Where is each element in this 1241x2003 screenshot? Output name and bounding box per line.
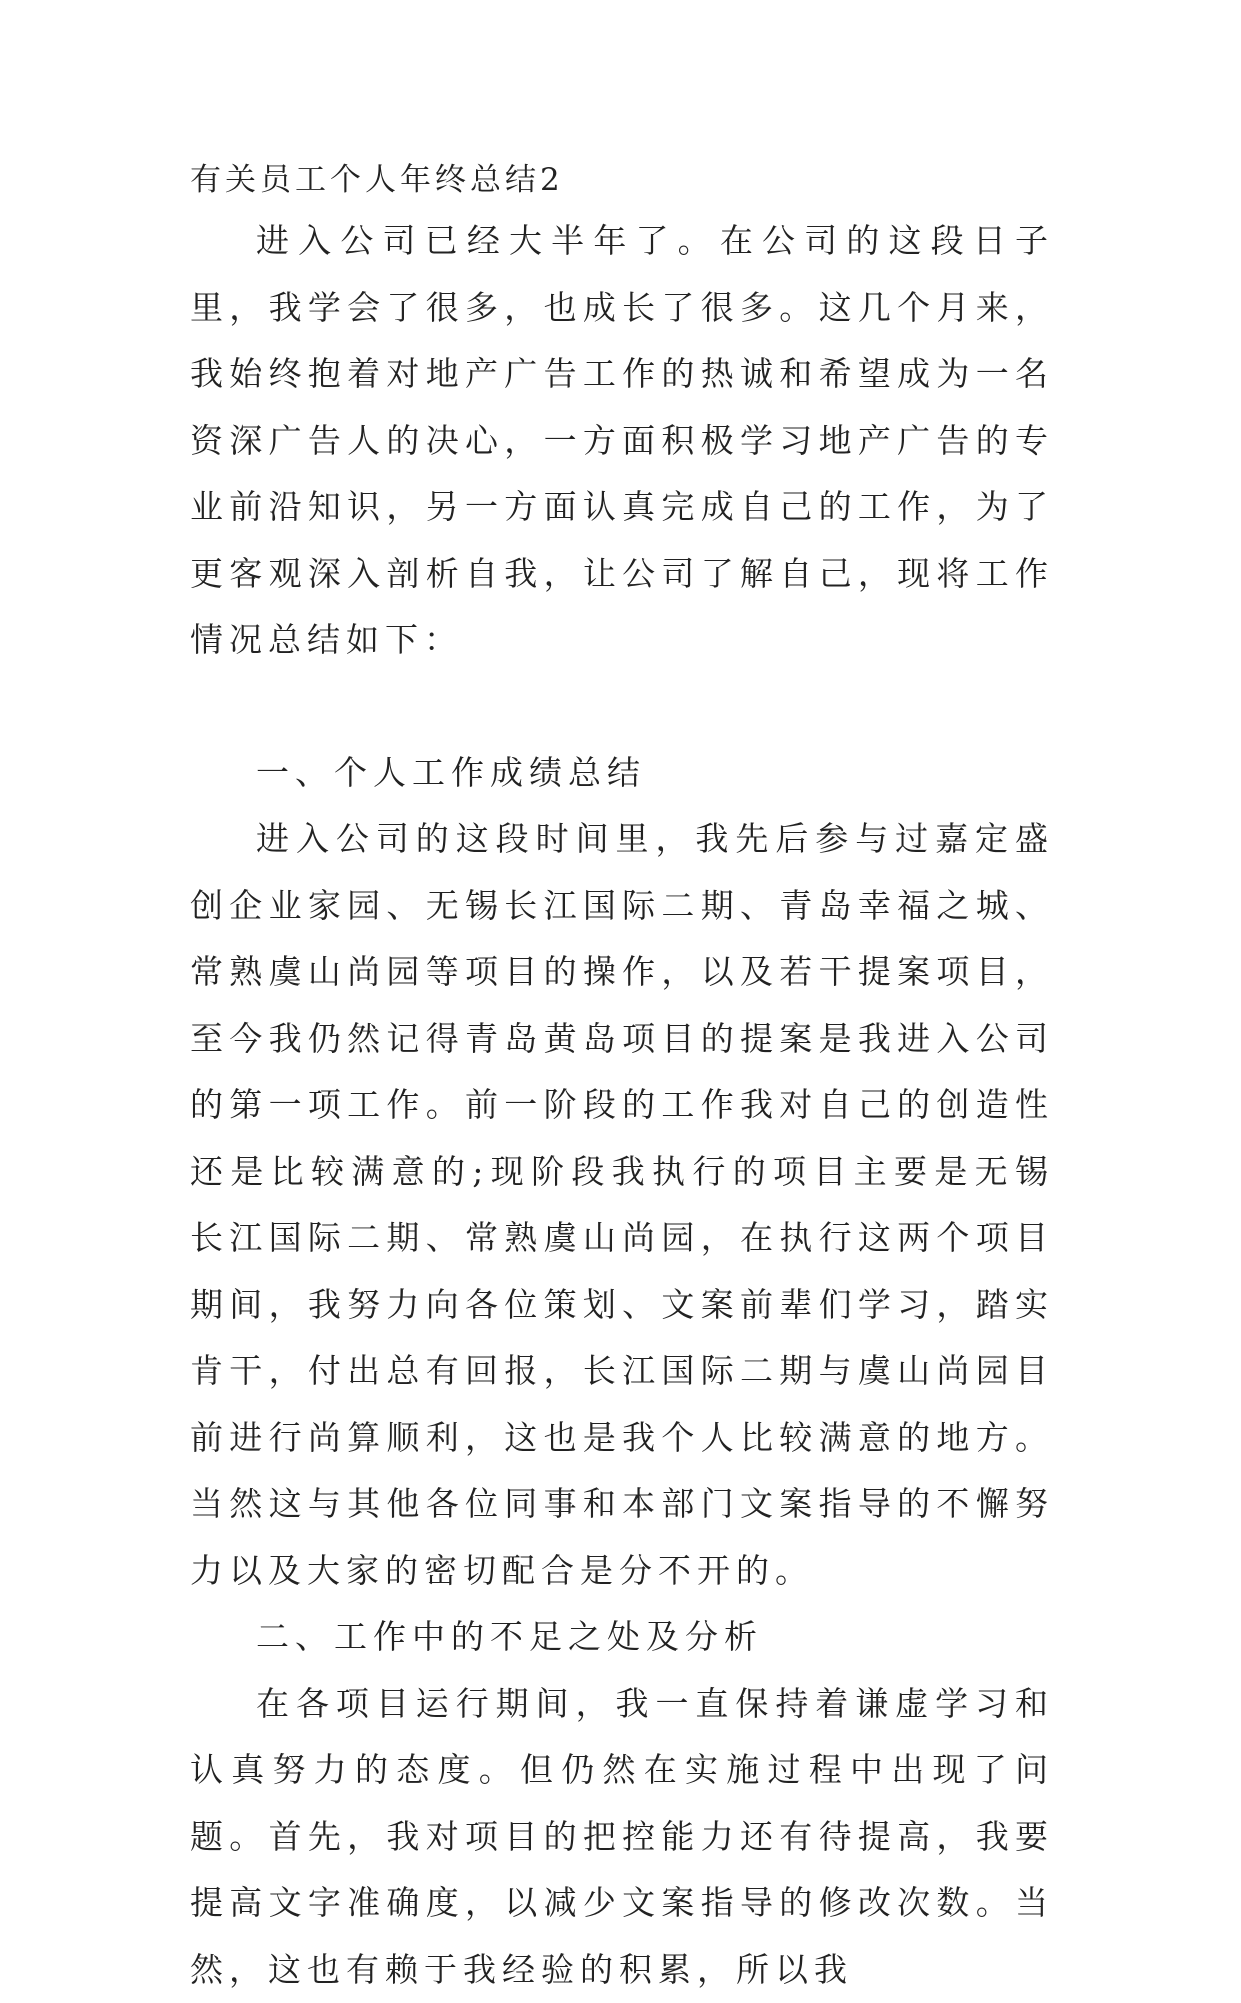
document-title: 有关员工个人年终总结2: [190, 158, 1054, 202]
section-heading-achievements: 一、个人工作成绩总结: [190, 740, 1054, 807]
document-body: [190, 158, 1054, 2003]
shortcomings-paragraph: 在各项目运行期间，我一直保持着谦虚学习和认真努力的态度。但仍然在实施过程中出现了问题。首先，我对项目的把控能力还有待提高，我要提高文字准确度，以减少文案指导的修改次数。当然，这也有赖于我经验的积累，所以我: [190, 1671, 1054, 2003]
section-heading-shortcomings: 二、工作中的不足之处及分析: [190, 1604, 1054, 1671]
paragraph-spacer: [190, 674, 1054, 740]
intro-paragraph: 进入公司已经大半年了。在公司的这段日子里，我学会了很多，也成长了很多。这几个月来，我始终抱着对地产广告工作的热诚和希望成为一名资深广告人的决心，一方面积极学习地产广告的专业前沿知识，另一方面认真完成自己的工作，为了更客观深入剖析自我，让公司了解自己，现将工作情况总结如下：: [190, 208, 1054, 674]
achievements-paragraph: 进入公司的这段时间里，我先后参与过嘉定盛创企业家园、无锡长江国际二期、青岛幸福之城、常熟虞山尚园等项目的操作，以及若干提案项目，至今我仍然记得青岛黄岛项目的提案是我进入公司的第一项工作。前一阶段的工作我对自己的创造性还是比较满意的;现阶段我执行的项目主要是无锡长江国际二期、常熟虞山尚园，在执行这两个项目期间，我努力向各位策划、文案前辈们学习，踏实肯干，付出总有回报，长江国际二期与虞山尚园目前进行尚算顺利，这也是我个人比较满意的地方。当然这与其他各位同事和本部门文案指导的不懈努力以及大家的密切配合是分不开的。: [190, 806, 1054, 1604]
